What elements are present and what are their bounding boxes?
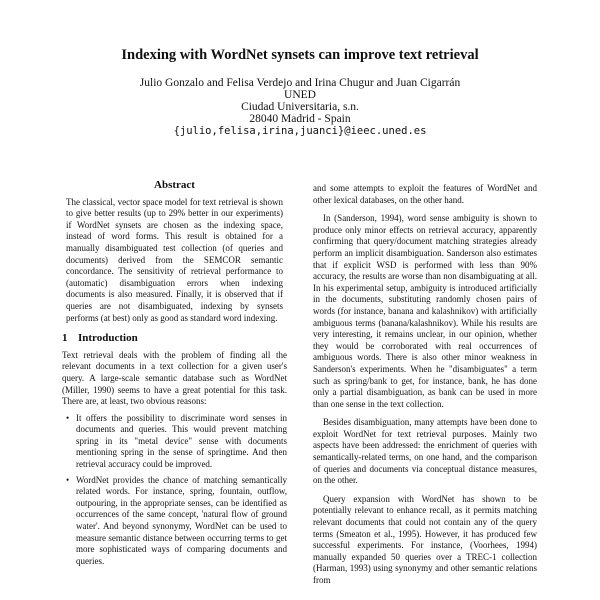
right-column <box>313 183 537 587</box>
abstract-text: The classical, vector space model for text retrieval is shown to give better results (up to 29% better in our experiments) if WordNet synsets are chosen as the indexing space, instead of word forms. This result is obtained for a manually disambiguated test collection (of queries and documents) derived from the SEMCOR semantic concordance. The sensitivity of retrieval performance to (automatic) disambiguation errors when indexing documents is also measured. Finally, it is observed that if queries are not disambiguated, indexing by synsets performs (at best) only as good as standard word indexing. <box>66 196 283 323</box>
abstract-heading: Abstract <box>154 179 195 191</box>
author-address-line1: Ciudad Universitaria, s.n. <box>241 101 359 113</box>
intro-paragraph: Text retrieval deals with the problem of finding all the relevant documents in a text collection for a given user's query. A large-scale semantic database such as WordNet (Miller, 1990) seems to have a great potential for this task. There are, at least, two obvious reasons: <box>62 349 287 407</box>
author-email: {julio,felisa,irina,juanci}@ieec.uned.es <box>173 125 427 137</box>
reasons-list <box>62 413 287 568</box>
author-block <box>0 77 600 137</box>
paragraph-query-expansion: Query expansion with WordNet has shown to be potentially relevant to enhance recall, as it permits matching relevant documents that could not contain any of the query terms (Smeaton et al., 1995). However, it has produced few successful experiments. For instance, (Voorhees, 1994) manually expanded 50 queries over a TREC-1 collection (Harman, 1993) using synonymy and other semantic relations from <box>313 493 537 585</box>
paragraph-continuation: and some attempts to exploit the features of WordNet and other lexical databases, on the other hand. <box>313 183 537 205</box>
list-item-text: WordNet provides the chance of matching semantically related words. For instance, spring, fountain, outflow, outpouring, in the appropriate senses, can be identified as occurrences of the same concept, 'natural flow of ground water'. And beyond synonymy, WordNet can be used to measure semantic distance between occurring terms to get more sophisticated ways of comparing documents and queries. <box>76 474 287 566</box>
author-names: Julio Gonzalo and Felisa Verdejo and Irina Chugur and Juan Cigarrán <box>139 77 461 89</box>
bullet-icon: • <box>66 412 70 423</box>
bullet-icon: • <box>66 474 70 485</box>
paper-title: Indexing with WordNet synsets can improve text retrieval <box>121 47 479 63</box>
section-title: Introduction <box>78 332 138 345</box>
list-item-text: It offers the possibility to discriminate word senses in documents and queries. This would prevent matching spring in its "metal device" sense with documents mentioning spring in the sense of springtime. And then retrieval accuracy could be improved. <box>76 412 287 470</box>
author-address-line2: 28040 Madrid - Spain <box>249 113 351 125</box>
author-institution: UNED <box>284 89 316 101</box>
list-item <box>66 412 287 471</box>
left-column <box>62 180 287 571</box>
list-item <box>66 474 287 568</box>
section-number: 1 <box>62 332 68 345</box>
section-heading <box>62 333 287 345</box>
paragraph-wordnet-attempts: Besides disambiguation, many attempts have been done to exploit WordNet for text retrieval purposes. Mainly two aspects have been addressed: the enrichment of queries with semantically-related terms, on one hand, and the comparison of queries and documents via conceptual distance measures, on the other. <box>313 417 537 486</box>
paragraph-sanderson: In (Sanderson, 1994), word sense ambiguity is shown to produce only minor effects on retrieval accuracy, apparently confirming that query/document matching strategies already perform an implicit disambiguation. Sanderson also estimates that if explicit WSD is performed with less than 90% accuracy, the results are worse than non disambiguating at all. In his experimental setup, ambiguity is introduced artificially in the documents, substituting randomly chosen pairs of words (for instance, banana and kalashnikov) with artificially ambiguous terms (banana/kalashnikov). While his results are very interesting, it remains unclear, in our opinion, whether they would be corroborated with real occurrences of ambiguous words. There is also other minor weakness in Sanderson's experiments. When he "disambiguates" a term such as spring/bank to get, for instance, bank, he has done only a partial disambiguation, as bank can be used in more than one sense in the text collection. <box>313 213 537 409</box>
